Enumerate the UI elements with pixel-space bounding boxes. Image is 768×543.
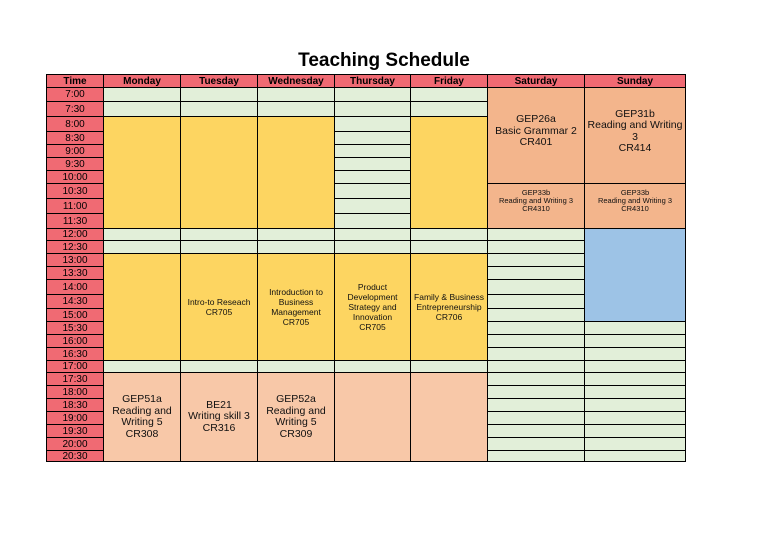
time-slot-label: 12:00 — [46, 228, 104, 241]
time-slot-label: 18:30 — [46, 398, 104, 412]
empty-slot[interactable] — [584, 411, 686, 425]
day-header-friday: Friday — [410, 74, 488, 88]
empty-slot[interactable] — [410, 240, 488, 254]
day-header-wednesday: Wednesday — [257, 74, 335, 88]
time-slot-label: 13:30 — [46, 266, 104, 280]
empty-slot[interactable] — [487, 279, 585, 295]
time-slot-label: 14:30 — [46, 294, 104, 309]
empty-slot[interactable] — [584, 347, 686, 361]
empty-slot[interactable] — [334, 87, 411, 102]
time-slot-label: 17:30 — [46, 372, 104, 386]
day-header-sunday: Sunday — [584, 74, 686, 88]
empty-slot[interactable] — [584, 372, 686, 386]
time-slot-label: 11:30 — [46, 213, 104, 229]
time-slot-label: 15:00 — [46, 308, 104, 322]
empty-slot[interactable] — [487, 334, 585, 348]
class-block-text: GEP26a Basic Grammar 2 CR401 — [495, 113, 577, 149]
blocked-time[interactable] — [103, 253, 181, 361]
empty-slot[interactable] — [487, 347, 585, 361]
empty-slot[interactable] — [487, 385, 585, 399]
empty-slot[interactable] — [487, 266, 585, 280]
class-block[interactable] — [487, 183, 585, 229]
empty-slot[interactable] — [584, 450, 686, 462]
empty-slot[interactable] — [487, 308, 585, 322]
time-slot-label: 10:30 — [46, 183, 104, 199]
empty-slot[interactable] — [584, 437, 686, 451]
day-header-saturday: Saturday — [487, 74, 585, 88]
empty-slot[interactable] — [334, 198, 411, 214]
time-slot-label: 19:00 — [46, 411, 104, 425]
empty-slot[interactable] — [487, 424, 585, 438]
empty-slot[interactable] — [334, 101, 411, 117]
class-block[interactable] — [257, 253, 335, 361]
class-block[interactable] — [584, 183, 686, 229]
time-slot-label: 14:00 — [46, 279, 104, 295]
time-slot-label: 12:30 — [46, 240, 104, 254]
class-block-text: Intro-to Reseach CR705 — [187, 297, 251, 317]
class-block-text: BE21 Writing skill 3 CR316 — [188, 398, 250, 434]
day-header-monday: Monday — [103, 74, 181, 88]
blocked-time[interactable] — [180, 116, 258, 229]
class-block[interactable] — [410, 253, 488, 361]
time-slot-label: 20:30 — [46, 450, 104, 462]
time-slot-label: 7:30 — [46, 101, 104, 117]
day-header-tuesday: Tuesday — [180, 74, 258, 88]
class-block-text: Introduction to Business Management CR705 — [269, 287, 323, 327]
time-slot-label: 20:00 — [46, 437, 104, 451]
empty-slot[interactable] — [584, 321, 686, 335]
empty-slot[interactable] — [103, 240, 181, 254]
class-block-text: GEP52a Reading and Writing 5 CR309 — [266, 393, 326, 440]
empty-slot[interactable] — [584, 385, 686, 399]
time-slot-label: 15:30 — [46, 321, 104, 335]
time-slot-label: 16:30 — [46, 347, 104, 361]
class-block[interactable] — [180, 372, 258, 462]
empty-slot[interactable] — [334, 116, 411, 132]
empty-slot[interactable] — [257, 87, 335, 102]
empty-slot[interactable] — [487, 411, 585, 425]
empty-slot[interactable] — [487, 450, 585, 462]
blocked-time[interactable] — [103, 116, 181, 229]
time-slot-label: 8:00 — [46, 116, 104, 132]
empty-slot[interactable] — [410, 101, 488, 117]
empty-slot[interactable] — [103, 101, 181, 117]
empty-slot[interactable] — [487, 253, 585, 267]
class-block-text: Family & Business Entrepreneurship CR706 — [414, 292, 484, 322]
time-slot-label: 17:00 — [46, 360, 104, 373]
empty-slot[interactable] — [180, 87, 258, 102]
day-header-thursday: Thursday — [334, 74, 411, 88]
class-block-text: GEP31b Reading and Writing 3 CR414 — [587, 107, 683, 154]
time-slot-label: 9:30 — [46, 157, 104, 171]
class-block[interactable] — [487, 87, 585, 184]
time-slot-label: 11:00 — [46, 198, 104, 214]
time-slot-label: 18:00 — [46, 385, 104, 399]
empty-slot[interactable] — [487, 240, 585, 254]
empty-slot[interactable] — [180, 101, 258, 117]
class-block[interactable] — [584, 87, 686, 184]
empty-slot[interactable] — [584, 424, 686, 438]
empty-slot[interactable] — [334, 144, 411, 158]
time-slot-label: 16:00 — [46, 334, 104, 348]
time-slot-label: 19:30 — [46, 424, 104, 438]
empty-slot[interactable] — [334, 170, 411, 184]
class-block[interactable] — [334, 253, 411, 361]
time-slot-label: 7:00 — [46, 87, 104, 102]
empty-slot[interactable] — [334, 131, 411, 145]
blocked-time[interactable] — [410, 116, 488, 229]
page-title: Teaching Schedule — [298, 50, 470, 71]
blocked-time[interactable] — [334, 372, 411, 462]
empty-slot[interactable] — [487, 398, 585, 412]
class-block-text: GEP33b Reading and Writing 3 CR4310 — [597, 188, 673, 213]
class-block[interactable] — [257, 372, 335, 462]
class-block-text: GEP33b Reading and Writing 3 CR4310 — [498, 188, 574, 213]
empty-slot[interactable] — [584, 334, 686, 348]
empty-slot[interactable] — [334, 183, 411, 199]
empty-slot[interactable] — [487, 437, 585, 451]
empty-slot[interactable] — [410, 87, 488, 102]
time-slot-label: 13:00 — [46, 253, 104, 267]
empty-slot[interactable] — [334, 157, 411, 171]
empty-slot[interactable] — [103, 87, 181, 102]
blocked-time[interactable] — [584, 228, 686, 322]
empty-slot[interactable] — [487, 372, 585, 386]
blocked-time[interactable] — [410, 372, 488, 462]
empty-slot[interactable] — [487, 294, 585, 309]
time-slot-label: 8:30 — [46, 131, 104, 145]
empty-slot[interactable] — [487, 321, 585, 335]
empty-slot[interactable] — [257, 101, 335, 117]
blocked-time[interactable] — [257, 116, 335, 229]
empty-slot[interactable] — [257, 240, 335, 254]
class-block-text: GEP51a Reading and Writing 5 CR308 — [112, 393, 172, 440]
class-block[interactable] — [103, 372, 181, 462]
time-slot-label: 10:00 — [46, 170, 104, 184]
empty-slot[interactable] — [334, 240, 411, 254]
empty-slot[interactable] — [180, 240, 258, 254]
class-block[interactable] — [180, 253, 258, 361]
time-slot-label: 9:00 — [46, 144, 104, 158]
empty-slot[interactable] — [584, 398, 686, 412]
empty-slot[interactable] — [334, 213, 411, 229]
time-header: Time — [46, 74, 104, 88]
class-block-text: Product Development Strategy and Innovation CR705 — [347, 282, 398, 332]
